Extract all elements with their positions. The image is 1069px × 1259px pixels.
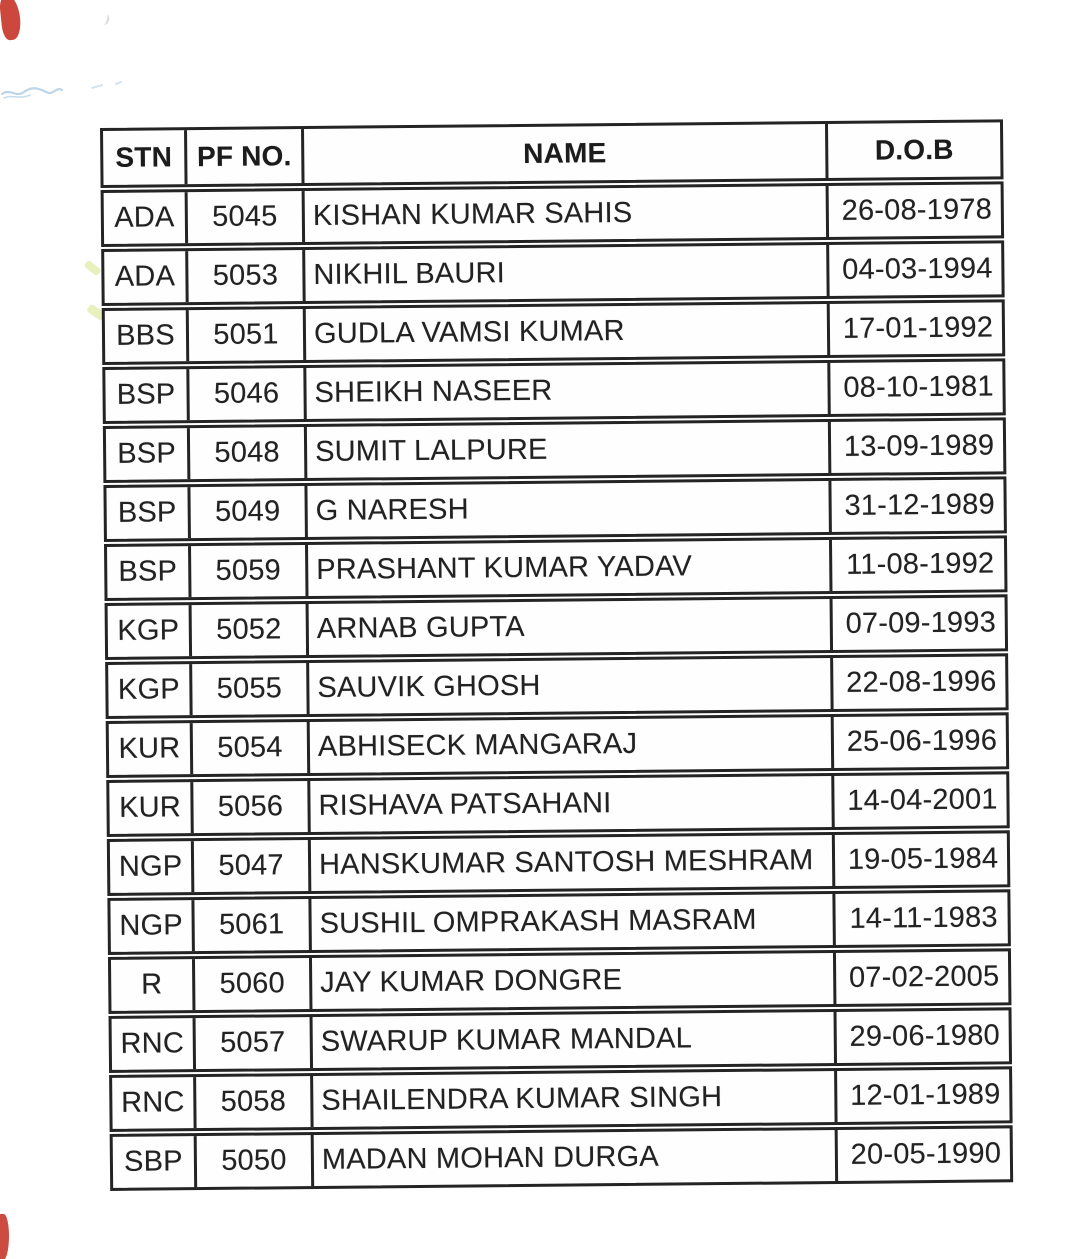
dob-cell: 04-03-1994: [842, 252, 993, 286]
roster-table: [100, 119, 1013, 1193]
dob-cell: 07-02-2005: [848, 960, 1000, 994]
pf-cell: 5048: [190, 427, 307, 479]
table-row: [101, 181, 1005, 247]
dob-cell: 25-06-1996: [846, 724, 998, 758]
highlight-tick: [83, 260, 101, 277]
red-edge-mark-bottom: [0, 1214, 9, 1259]
name-cell: JAY KUMAR DONGRE: [312, 953, 836, 1009]
table-row: [106, 771, 1010, 837]
dob-cell: 22-08-1996: [846, 665, 997, 699]
pf-cell: 5059: [191, 545, 308, 597]
name-cell: G NARESH: [307, 481, 831, 537]
pf-cell: 5051: [189, 309, 306, 361]
dob-cell: 14-04-2001: [847, 783, 998, 817]
pf-cell: 5046: [189, 368, 306, 420]
dob-cell: 14-11-1983: [849, 901, 998, 935]
name-cell: ARNAB GUPTA: [309, 599, 833, 655]
stn-cell: KGP: [108, 664, 192, 716]
paper-speck: [101, 13, 111, 26]
column-header-name: NAME: [304, 124, 828, 183]
dob-cell: 29-06-1980: [849, 1019, 1001, 1053]
stn-cell: BBS: [105, 310, 189, 362]
pf-cell: 5061: [194, 899, 311, 951]
name-cell: SUMIT LALPURE: [307, 422, 831, 478]
pf-cell: 5053: [188, 250, 305, 302]
stn-cell: BSP: [105, 369, 189, 421]
pf-cell: 5050: [197, 1135, 314, 1187]
name-cell: HANSKUMAR SANTOSH MESHRAM: [311, 835, 835, 891]
table-header-row: [100, 119, 1004, 188]
table-row: [103, 417, 1007, 483]
name-cell: RISHAVA PATSAHANI: [310, 776, 834, 832]
name-cell: NIKHIL BAURI: [305, 245, 829, 301]
name-cell: SUSHIL OMPRAKASH MASRAM: [311, 894, 835, 950]
dob-cell: 19-05-1984: [847, 842, 999, 876]
table-row: [108, 948, 1012, 1014]
column-header-dob: D.O.B: [874, 133, 954, 166]
pf-cell: 5055: [192, 663, 309, 715]
pf-cell: 5057: [196, 1017, 313, 1069]
dob-cell: 31-12-1989: [844, 488, 995, 522]
red-edge-mark-top: [0, 0, 22, 41]
table-row: [109, 1007, 1013, 1073]
stn-cell: RNC: [112, 1077, 196, 1129]
pf-cell: 5054: [193, 722, 310, 774]
stn-cell: ADA: [104, 251, 188, 303]
pf-cell: 5052: [192, 604, 309, 656]
table-row: [102, 299, 1006, 365]
name-cell: SHAILENDRA KUMAR SINGH: [313, 1071, 837, 1127]
stn-cell: R: [111, 959, 195, 1011]
name-cell: SHEIKH NASEER: [306, 363, 830, 419]
table-row: [105, 653, 1009, 719]
table-row: [101, 240, 1005, 306]
dob-cell: 17-01-1992: [842, 311, 994, 345]
pf-cell: 5056: [193, 781, 310, 833]
table-row: [107, 830, 1011, 896]
dob-cell: 20-05-1990: [850, 1137, 1002, 1171]
dob-cell: 11-08-1992: [845, 547, 995, 581]
column-header-stn: STN: [103, 130, 188, 185]
stn-cell: NGP: [110, 841, 194, 893]
name-cell: GUDLA VAMSI KUMAR: [306, 304, 830, 360]
stn-cell: ADA: [104, 192, 188, 244]
blue-pen-scribble: [0, 74, 150, 104]
pf-cell: 5045: [188, 191, 305, 243]
pf-cell: 5047: [194, 840, 311, 892]
table-row: [102, 358, 1006, 424]
name-cell: KISHAN KUMAR SAHIS: [305, 186, 829, 242]
name-cell: SWARUP KUMAR MANDAL: [313, 1012, 837, 1068]
stn-cell: BSP: [107, 546, 191, 598]
stn-cell: RNC: [112, 1018, 196, 1070]
table-row: [110, 1125, 1014, 1191]
pf-cell: 5060: [195, 958, 312, 1010]
name-cell: SAUVIK GHOSH: [309, 658, 833, 714]
table-row: [107, 889, 1011, 955]
pf-cell: 5049: [190, 486, 307, 538]
table-row: [106, 712, 1010, 778]
stn-cell: BSP: [106, 487, 190, 539]
stn-cell: KGP: [108, 605, 192, 657]
stn-cell: BSP: [106, 428, 190, 480]
dob-cell: 13-09-1989: [843, 429, 995, 463]
table-row: [109, 1066, 1013, 1132]
name-cell: PRASHANT KUMAR YADAV: [308, 540, 832, 596]
dob-cell: 12-01-1989: [849, 1078, 1001, 1112]
pf-cell: 5058: [196, 1076, 313, 1128]
table-row: [105, 594, 1009, 660]
dob-cell: 26-08-1978: [841, 193, 993, 227]
dob-cell: 08-10-1981: [843, 370, 994, 404]
name-cell: ABHISECK MANGARAJ: [310, 717, 834, 773]
dob-cell: 07-09-1993: [845, 606, 997, 640]
name-cell: MADAN MOHAN DURGA: [314, 1130, 838, 1186]
table-row: [103, 476, 1007, 542]
stn-cell: KUR: [109, 723, 193, 775]
stn-cell: KUR: [109, 782, 193, 834]
stn-cell: SBP: [113, 1136, 197, 1188]
stn-cell: NGP: [110, 900, 194, 952]
table-row: [104, 535, 1008, 601]
column-header-pf-no: PF NO.: [187, 129, 305, 184]
